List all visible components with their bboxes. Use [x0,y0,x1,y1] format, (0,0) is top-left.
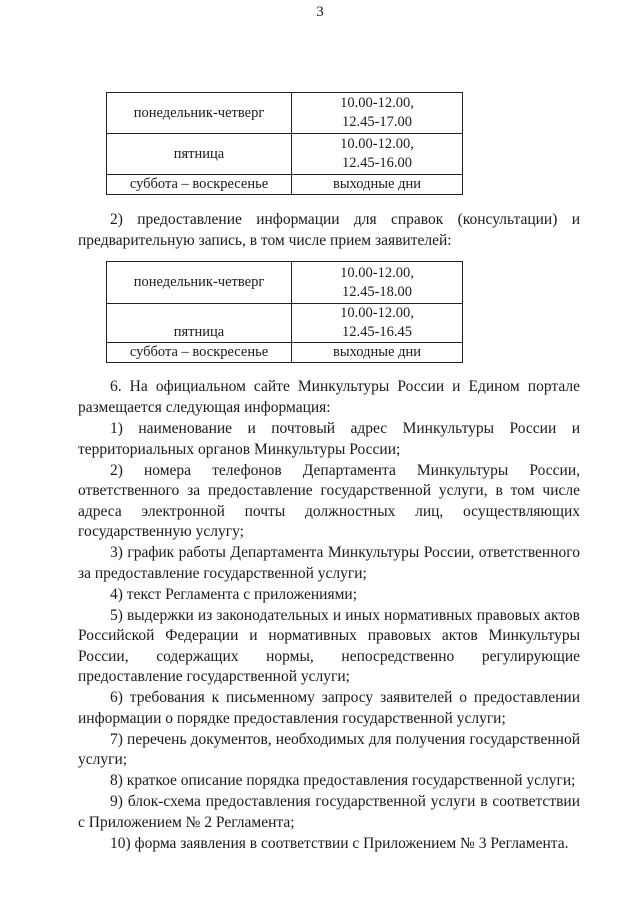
paragraph: 2) предоставление информации для справок (консультации) и предварительную запись, в том числе прием заявителей: [78,211,580,249]
time-line: 10.00-12.00, [340,264,414,281]
time-line: 10.00-12.00, [340,95,414,111]
time-line: 10.00-12.00, [340,305,414,321]
time-line: 10.00-12.00, [340,136,414,152]
list-item: 2) номера телефонов Департамента Минкультуры России, ответственного за предоставление государственной услуги, в том числе адреса электронной почты должностных лиц, осуществляющих государственную услугу; [78,461,580,540]
list-item: 5) выдержки из законодательных и иных нормативных правовых актов Российской Федерации и нормативных правовых актов Минкультуры России, содержащих нормы, непосредственно регулирующие предоставление государственной услуги; [78,606,580,685]
time-line: 12.45-16.45 [341,324,413,340]
time-line: 12.45-17.00 [341,114,413,130]
table-row [107,93,463,134]
time-cell [292,304,463,343]
time-cell [292,93,463,134]
list-item: 6) требования к письменному запросу заявителей о предоставлении информации о порядке предоставления государственной услуги; [78,689,580,727]
table-row [107,134,463,175]
list-item: 1) наименование и почтовый адрес Минкультуры России и территориальных органов Минкультуры России; [78,420,580,458]
list-item: 10) форма заявления в соответствии с Приложением № 3 Регламента. [110,834,569,852]
table-row [107,304,463,343]
page-number: 3 [316,4,324,20]
table-row [107,343,463,363]
time-cell [292,134,463,175]
section-intro: 6. На официальном сайте Минкультуры России и Едином портале размещается следующая информация: [78,378,580,416]
day-cell: суббота – воскресенье [107,175,292,195]
time-line: 12.45-18.00 [341,283,413,300]
time-cell [292,262,463,304]
day-cell: пятница [107,304,292,343]
day-cell: пятница [107,134,292,175]
table-row [107,262,463,304]
day-cell: понедельник-четверг [107,262,292,304]
item-2-paragraph [78,210,580,251]
section-6 [78,377,580,855]
day-cell: суббота – воскресенье [107,343,292,363]
list-item: 4) текст Регламента с приложениями; [110,585,358,603]
list-item: 9) блок-схема предоставления государственной услуги в соответствии с Приложением № 2 Регламента; [78,793,580,831]
list-item: 8) краткое описание порядка предоставления государственной услуги; [110,772,576,789]
time-line: 12.45-16.00 [341,155,413,171]
schedule-table-reception [106,92,463,195]
day-cell: понедельник-четверг [107,93,292,134]
list-item: 3) график работы Департамента Минкультуры России, ответственного за предоставление государственной услуги; [78,544,580,582]
list-item: 7) перечень документов, необходимых для получения государственной услуги; [78,730,580,768]
time-cell: выходные дни [292,343,463,363]
schedule-table-consultation [106,261,463,363]
time-cell: выходные дни [292,175,463,195]
table-row [107,175,463,195]
